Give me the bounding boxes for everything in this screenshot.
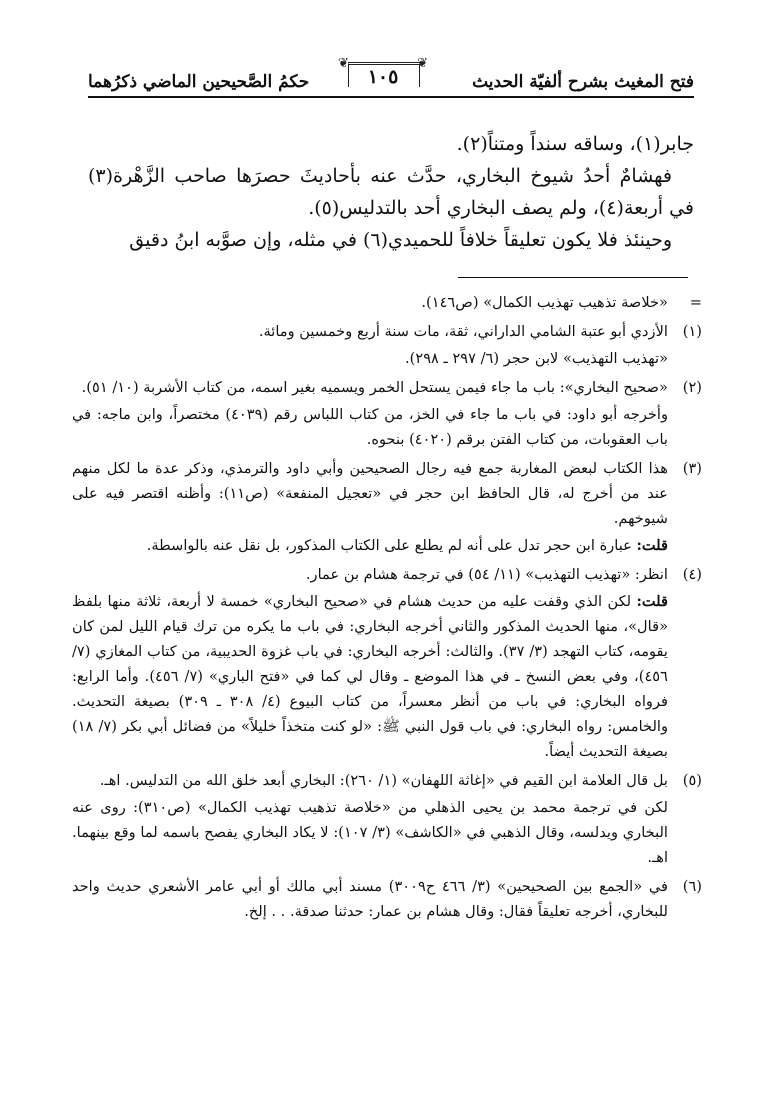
- paragraph: وحينئذ فلا يكون تعليقاً خلافاً للحميدي(٦) في مثله، وإن صوَّبه ابنُ دقيق: [129, 229, 672, 251]
- footnote-5: [72, 768, 702, 872]
- qult-text: عبارة ابن حجر تدل على أنه لم يطلع على الكتاب المذكور، بل نقل عنه بالواسطة.: [146, 537, 637, 554]
- footnote-line: هذا الكتاب لبعض المغاربة جمع فيه رجال الصحيحين وأبي داود والترمذي، وذكر عدة ما لكل منهم عند من أخرج له، قال الحافظ ابن حجر في «تعجيل المنفعة» (ص١١): وأظنه اقتصر فيه على شيوخهم.: [72, 460, 668, 527]
- footnote-marker: (٤): [682, 566, 702, 583]
- header-rule: [88, 96, 694, 98]
- footnote-marker: =: [689, 294, 702, 311]
- footnote-line: الأزدي أبو عتبة الشامي الداراني، ثقة، مات سنة أربع وخمسين ومائة.: [258, 323, 668, 340]
- footnote-comment: [72, 533, 668, 558]
- footnote-separator: [458, 277, 688, 278]
- footnote-line: في «الجمع بين الصحيحين» (٣/ ٤٦٦ ح٣٠٠٩) مسند أبي مالك أو أبي عامر الأشعري حديث واحد للبخاري، أخرجه تعليقاً فقال: وقال هشام بن عمار: حدثنا صدقة. . . إلخ.: [72, 878, 668, 920]
- footnote-marker: (٣): [682, 460, 702, 477]
- footnote-line: انظر: «تهذيب التهذيب» (١١/ ٥٤) في ترجمة هشام بن عمار.: [305, 566, 668, 583]
- book-title: فتح المغيث بشرح ألفيّة الحديث: [472, 72, 694, 92]
- footnote-1: [72, 319, 702, 373]
- footnote-marker: (٦): [682, 878, 702, 895]
- footnote-line: وأخرجه أبو داود: في باب ما جاء في الخز، من كتاب اللباس رقم (٤٠٣٩) مختصراً، وابن ماجه: في باب العقوبات، من كتاب الفتن برقم (٤٠٢٠) بنحوه.: [72, 406, 668, 448]
- qult-text: لكن الذي وقفت عليه من حديث هشام في «صحيح البخاري» خمسة لا أربعة، ثلاثة منها بلفظ «قال»، منها الحديث المذكور والثاني أخرجه البخاري: في باب ما يكره من ترك قيام الليل لمن كان يقومه، كتاب التهجد (٣/ ٣٧). والثالث: أخرجه البخاري: في باب غزوة الحديبية، من كتاب المغازي (٧/ ٤٥٦)، وفي بعض النسخ ـ في هذا الموضع ـ وقال لي كما في «فتح الباري» (٧/ ٤٥٦). وأما الرابع: فرواه البخاري: في باب من أنظر معسراً، من كتاب البيوع (٤/ ٣٠٨ ـ ٣٠٩) بصيغة التحديث. والخامس: رواه البخاري: في باب قول النبي ﷺ: «لو كنت متخذاً خليلاً» من فضائل أبي بكر (٧/ ١٨) بصيغة التحديث أيضاً.: [72, 593, 668, 760]
- footnote-4: [72, 562, 702, 766]
- footnote-2: [72, 375, 702, 454]
- footnote-marker: (٢): [682, 379, 702, 396]
- running-header: [88, 58, 694, 98]
- footnote-6: [72, 874, 702, 926]
- footnote-3: [72, 456, 702, 560]
- footnote-line: «خلاصة تذهيب تهذيب الكمال» (ص١٤٦).: [421, 294, 668, 311]
- footnote-marker: (١): [682, 323, 702, 340]
- footnote-line: «صحيح البخاري»: باب ما جاء فيمن يستحل الخمر ويسميه بغير اسمه، من كتاب الأشربة (١٠/ ٥١).: [81, 379, 668, 396]
- footnote-marker: (٥): [682, 772, 702, 789]
- footnote-comment: [72, 589, 668, 764]
- footnote-continuation: [72, 290, 702, 317]
- footnotes: [72, 290, 702, 928]
- paragraph: جابر(١)، وساقه سنداً ومتناً(٢).: [456, 133, 694, 155]
- paragraph: فهشامٌ أحدُ شيوخ البخاري، حدَّث عنه بأحاديثَ حصرَها صاحب الزَّهْرة(٣) في أربعة(٤)، ولم يصف البخاري أحد بالتدليس(٥).: [88, 165, 694, 219]
- footnote-line: «تهذيب التهذيب» لابن حجر (٦/ ٢٩٧ ـ ٢٩٨).: [405, 350, 668, 367]
- page-number-box: [338, 56, 428, 94]
- footnote-line: بل قال العلامة ابن القيم في «إغاثة اللهفان» (١/ ٢٦٠): البخاري أبعد خلق الله من التدليس. اهـ.: [99, 772, 668, 789]
- ornament-icon: ❦: [338, 56, 349, 71]
- qult-label: قلت:: [636, 537, 668, 554]
- main-text: [88, 128, 694, 256]
- ornament-icon: ❦: [417, 56, 428, 71]
- qult-label: قلت:: [636, 593, 668, 610]
- section-title: حكمُ الصَّحيحين الماضي ذكرُهما: [88, 72, 310, 92]
- footnote-line: لكن في ترجمة محمد بن يحيى الذهلي من «خلاصة تذهيب تهذيب الكمال» (ص٣١٠): روى عنه البخاري ويدلسه، وقال الذهبي في «الكاشف» (٣/ ١٠٧): لا يكاد البخاري يفصح باسمه لما وقع بينهما. اهـ.: [72, 799, 668, 866]
- page-number: ١٠٥: [367, 66, 399, 88]
